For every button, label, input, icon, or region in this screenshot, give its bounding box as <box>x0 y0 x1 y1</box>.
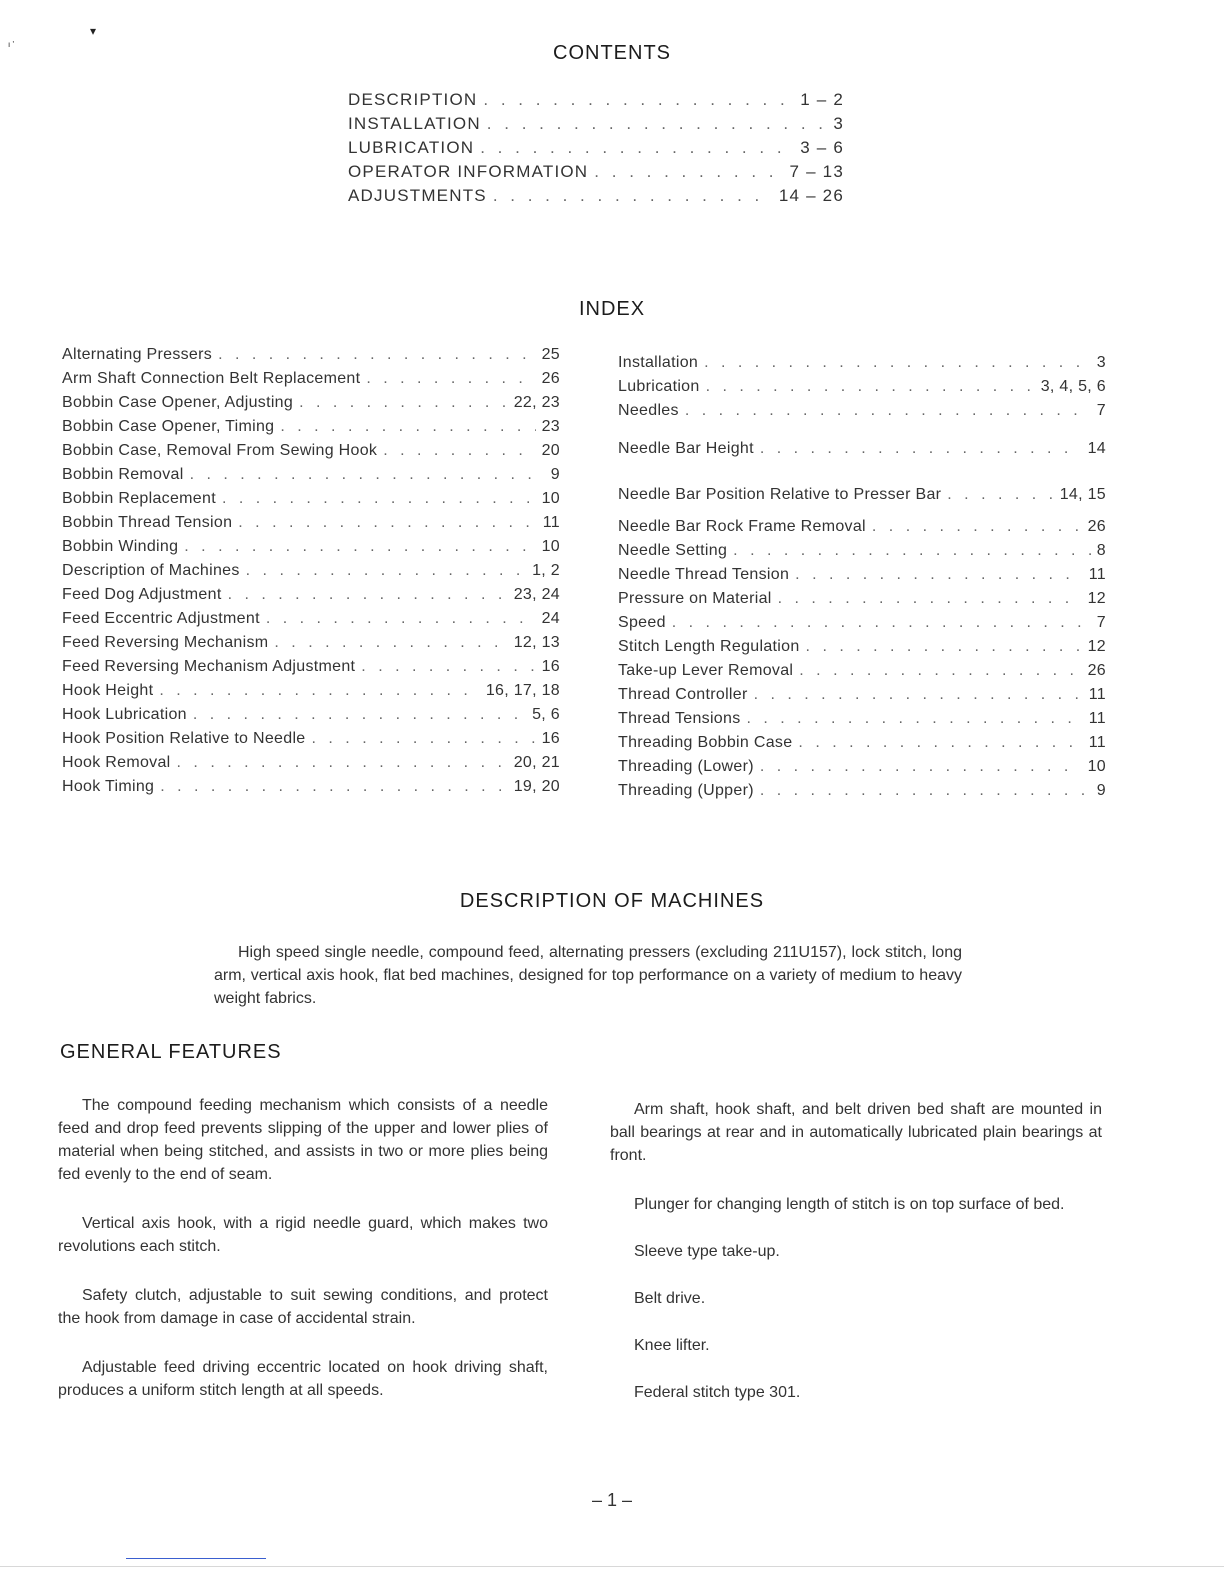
leader-dots <box>799 662 1081 680</box>
feature-paragraph: Sleeve type take-up. <box>634 1243 780 1260</box>
index-row <box>618 426 1106 472</box>
index-pages: 11 <box>1088 710 1106 727</box>
contents-label: INSTALLATION <box>348 114 481 133</box>
index-pages: 26 <box>541 370 560 387</box>
index-label: Needle Setting <box>618 542 728 559</box>
index-pages: 16 <box>541 658 560 675</box>
leader-dots <box>266 610 536 628</box>
index-label: Thread Tensions <box>618 710 741 727</box>
leader-dots <box>280 418 535 436</box>
index-label: Threading Bobbin Case <box>618 734 793 751</box>
scan-blue-line <box>126 1558 266 1559</box>
feature-paragraph: Federal stitch type 301. <box>634 1384 801 1401</box>
index-label: Arm Shaft Connection Belt Replacement <box>62 370 361 387</box>
index-label: Bobbin Case Opener, Adjusting <box>62 394 294 411</box>
leader-dots <box>299 394 508 412</box>
index-pages: 26 <box>1087 518 1106 535</box>
index-row <box>618 710 1106 734</box>
index-pages: 3 <box>1096 354 1106 371</box>
feature-paragraph: Vertical axis hook, with a rigid needle guard, which makes two revolutions each stitch. <box>58 1215 548 1255</box>
contents-row <box>348 90 844 114</box>
index-label: Alternating Pressers <box>62 346 213 363</box>
index-row <box>62 562 560 586</box>
index-label: Threading (Upper) <box>618 782 754 799</box>
index-label: Hook Lubrication <box>62 706 187 723</box>
index-pages: 7 <box>1096 614 1106 631</box>
leader-dots <box>487 114 828 134</box>
contents-pages: 3 – 6 <box>800 138 844 157</box>
contents-row <box>348 138 844 162</box>
index-label: Take-up Lever Removal <box>618 662 794 679</box>
leader-dots <box>361 658 535 676</box>
index-label: Hook Timing <box>62 778 155 795</box>
index-label: Feed Dog Adjustment <box>62 586 222 603</box>
index-label: Hook Removal <box>62 754 171 771</box>
feature-paragraph: Safety clutch, adjustable to suit sewing conditions, and protect the hook from damage in case of accidental strain. <box>58 1287 548 1327</box>
leader-dots <box>754 686 1083 704</box>
index-heading: INDEX <box>578 298 646 320</box>
contents-label: DESCRIPTION <box>348 90 478 109</box>
contents-pages: 7 – 13 <box>789 162 844 181</box>
index-row <box>618 378 1106 402</box>
index-row <box>618 518 1106 542</box>
index-row <box>62 634 560 658</box>
leader-dots <box>760 440 1082 458</box>
index-row <box>62 514 560 538</box>
leader-dots <box>177 754 508 772</box>
index-label: Bobbin Thread Tension <box>62 514 233 531</box>
leader-dots <box>493 186 773 206</box>
index-row <box>618 566 1106 590</box>
index-pages: 16, 17, 18 <box>485 682 560 699</box>
index-label: Stitch Length Regulation <box>618 638 800 655</box>
leader-dots <box>947 486 1053 504</box>
index-pages: 9 <box>550 466 560 483</box>
index-pages: 11 <box>542 514 560 531</box>
leader-dots <box>747 710 1083 728</box>
leader-dots <box>218 346 536 364</box>
index-label: Lubrication <box>618 378 700 395</box>
index-pages: 23 <box>541 418 560 435</box>
leader-dots <box>672 614 1091 632</box>
index-row <box>62 658 560 682</box>
feature-paragraph: Belt drive. <box>634 1290 706 1307</box>
index-pages: 14, 15 <box>1059 486 1106 503</box>
index-pages: 25 <box>541 346 560 363</box>
index-row <box>618 734 1106 758</box>
leader-dots <box>795 566 1083 584</box>
index-label: Feed Eccentric Adjustment <box>62 610 260 627</box>
index-row <box>618 614 1106 638</box>
index-row <box>62 754 560 778</box>
leader-dots <box>483 90 794 110</box>
index-label: Threading (Lower) <box>618 758 754 775</box>
index-label: Hook Position Relative to Needle <box>62 730 306 747</box>
index-label: Needle Bar Position Relative to Presser Bar <box>618 486 942 503</box>
index-row <box>618 782 1106 806</box>
index-pages: 12 <box>1087 638 1106 655</box>
index-row <box>62 346 560 370</box>
index-row <box>62 490 560 514</box>
leader-dots <box>685 402 1091 420</box>
leader-dots <box>184 538 535 556</box>
index-pages: 12, 13 <box>513 634 560 651</box>
index-row <box>618 638 1106 662</box>
index-row <box>62 778 560 802</box>
index-pages: 1, 2 <box>532 562 560 579</box>
index-label: Needle Bar Height <box>618 440 754 457</box>
index-label: Bobbin Replacement <box>62 490 216 507</box>
index-row <box>618 590 1106 614</box>
index-pages: 3, 4, 5, 6 <box>1040 378 1106 395</box>
leader-dots <box>160 778 507 796</box>
leader-dots <box>733 542 1091 560</box>
leader-dots <box>480 138 794 158</box>
contents-row <box>348 114 844 138</box>
index-row <box>62 730 560 754</box>
index-pages: 19, 20 <box>513 778 560 795</box>
contents-label: LUBRICATION <box>348 138 475 157</box>
index-label: Needle Bar Rock Frame Removal <box>618 518 866 535</box>
leader-dots <box>274 634 507 652</box>
leader-dots <box>159 682 479 700</box>
index-row <box>618 686 1106 710</box>
index-pages: 10 <box>1087 758 1106 775</box>
feature-paragraph: The compound feeding mechanism which consists of a needle feed and drop feed prevents slipping of the upper and lower plies of material when being stitched, and assists in two or more plies being fed evenly to the end of seam. <box>58 1097 548 1183</box>
features-heading: GENERAL FEATURES <box>60 1041 282 1063</box>
contents-heading: CONTENTS <box>553 42 671 64</box>
index-right-column <box>618 354 1106 806</box>
index-pages: 20, 21 <box>513 754 560 771</box>
leader-dots <box>760 758 1082 776</box>
features-left-column <box>58 1094 548 1402</box>
leader-dots <box>193 706 526 724</box>
index-label: Description of Machines <box>62 562 240 579</box>
index-pages: 11 <box>1088 566 1106 583</box>
index-label: Bobbin Case, Removal From Sewing Hook <box>62 442 378 459</box>
index-label: Pressure on Material <box>618 590 772 607</box>
scan-mark: ▾ <box>90 24 97 38</box>
leader-dots <box>594 162 783 182</box>
index-row <box>62 466 560 490</box>
page-number: – 1 – <box>591 1490 633 1510</box>
leader-dots <box>246 562 526 580</box>
index-pages: 23, 24 <box>513 586 560 603</box>
index-label: Needle Thread Tension <box>618 566 790 583</box>
index-row <box>62 394 560 418</box>
feature-paragraph: Adjustable feed driving eccentric located on hook driving shaft, produces a uniform stitch length at all speeds. <box>58 1359 548 1399</box>
feature-paragraph: Arm shaft, hook shaft, and belt driven bed shaft are mounted in ball bearings at rear and in automatically lubricated plain bearings at front. <box>610 1101 1102 1164</box>
index-left-column <box>62 346 560 802</box>
leader-dots <box>190 466 545 484</box>
index-row <box>62 586 560 610</box>
index-label: Installation <box>618 354 699 371</box>
leader-dots <box>366 370 535 388</box>
index-pages: 26 <box>1087 662 1106 679</box>
index-pages: 12 <box>1087 590 1106 607</box>
scan-mark: ı ' <box>8 40 14 49</box>
leader-dots <box>222 490 536 508</box>
feature-paragraph: Plunger for changing length of stitch is on top surface of bed. <box>634 1196 1065 1213</box>
contents-label: ADJUSTMENTS <box>348 186 487 205</box>
contents-row <box>348 162 844 186</box>
index-row <box>62 610 560 634</box>
feature-paragraph: Knee lifter. <box>634 1337 710 1354</box>
index-pages: 8 <box>1096 542 1106 559</box>
leader-dots <box>778 590 1082 608</box>
leader-dots <box>238 514 537 532</box>
index-row <box>618 472 1106 518</box>
index-row <box>62 442 560 466</box>
index-pages: 10 <box>541 490 560 507</box>
contents-row <box>348 186 844 210</box>
index-label: Bobbin Case Opener, Timing <box>62 418 275 435</box>
index-row <box>62 370 560 394</box>
index-label: Feed Reversing Mechanism Adjustment <box>62 658 356 675</box>
index-label: Thread Controller <box>618 686 748 703</box>
contents-list <box>348 90 844 210</box>
leader-dots <box>706 378 1035 396</box>
leader-dots <box>872 518 1082 536</box>
index-row <box>618 662 1106 686</box>
leader-dots <box>806 638 1082 656</box>
index-pages: 7 <box>1096 402 1106 419</box>
index-row <box>62 706 560 730</box>
index-row <box>62 682 560 706</box>
index-label: Speed <box>618 614 666 631</box>
contents-pages: 1 – 2 <box>800 90 844 109</box>
contents-pages: 14 – 26 <box>778 186 844 205</box>
description-heading: DESCRIPTION OF MACHINES <box>459 890 765 912</box>
leader-dots <box>228 586 508 604</box>
leader-dots <box>798 734 1082 752</box>
index-row <box>618 354 1106 378</box>
index-row <box>62 538 560 562</box>
contents-pages: 3 <box>833 114 844 133</box>
index-row <box>618 402 1106 426</box>
description-text: High speed single needle, compound feed, alternating pressers (excluding 211U157), lock stitch, long arm, vertical axis hook, flat bed machines, designed for top performance on a variety of medium to heavy weight fabrics. <box>214 944 962 1007</box>
index-pages: 22, 23 <box>513 394 560 411</box>
leader-dots <box>760 782 1091 800</box>
index-label: Feed Reversing Mechanism <box>62 634 269 651</box>
index-pages: 9 <box>1096 782 1106 799</box>
index-pages: 20 <box>541 442 560 459</box>
index-label: Hook Height <box>62 682 154 699</box>
index-row <box>618 542 1106 566</box>
index-label: Bobbin Winding <box>62 538 179 555</box>
scan-edge-line <box>0 1566 1224 1567</box>
index-row <box>618 758 1106 782</box>
index-pages: 11 <box>1088 686 1106 703</box>
index-pages: 14 <box>1087 440 1106 457</box>
index-label: Needles <box>618 402 679 419</box>
index-label: Bobbin Removal <box>62 466 184 483</box>
index-pages: 16 <box>541 730 560 747</box>
index-pages: 5, 6 <box>532 706 560 723</box>
index-pages: 11 <box>1088 734 1106 751</box>
features-right-column <box>610 1098 1102 1404</box>
index-pages: 24 <box>541 610 560 627</box>
leader-dots <box>312 730 536 748</box>
leader-dots <box>704 354 1091 372</box>
index-row <box>62 418 560 442</box>
contents-label: OPERATOR INFORMATION <box>348 162 589 181</box>
index-pages: 10 <box>541 538 560 555</box>
leader-dots <box>383 442 535 460</box>
